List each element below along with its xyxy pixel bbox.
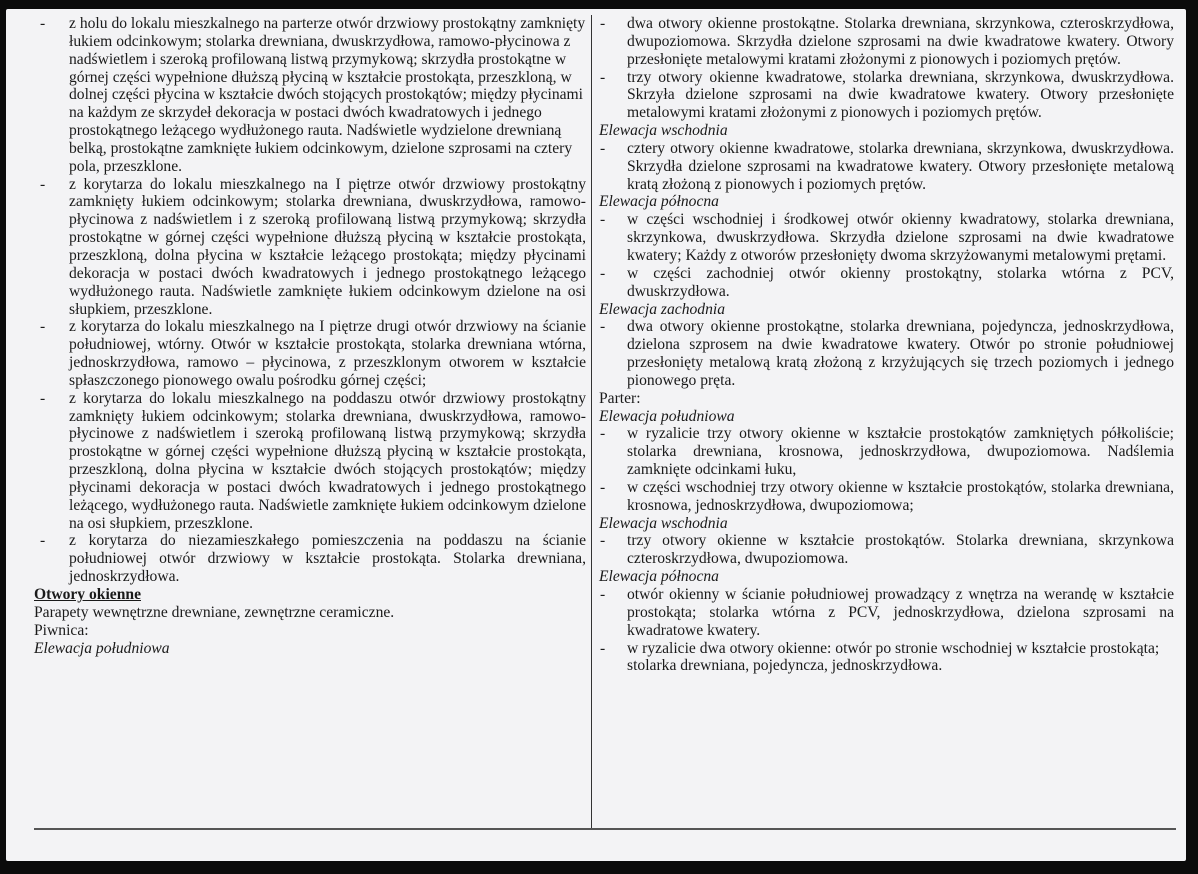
ground-south-heading: Elewacja południowa <box>599 407 735 425</box>
ground-floor-label: Parter: <box>599 389 641 407</box>
bullet-dash: - <box>600 532 606 550</box>
item-text: z korytarza do niezamieszkałego pomieszczenia na poddaszu na ścianie południowej otwór drzwiowy w kształcie prostokąta. Stolarka drewniana, jednoskrzydłowa. <box>69 532 586 586</box>
column-divider <box>591 15 592 828</box>
bullet-dash: - <box>600 139 606 157</box>
south-elevation-heading: Elewacja południowa <box>34 639 170 657</box>
list-item <box>596 69 1174 123</box>
scanned-page <box>6 9 1186 861</box>
list-item <box>596 532 1174 568</box>
bullet-dash: - <box>600 264 606 282</box>
bullet-dash: - <box>600 639 606 657</box>
item-text: trzy otwory okienne w kształcie prostokątów. Stolarka drewniana, skrzynkowa czteroskrzydłowa, dwupoziomowa. <box>627 532 1174 568</box>
item-text: cztery otwory okienne kwadratowe, stolarka drewniana, skrzynkowa, dwuskrzydłowa. Skrzydła dzielone szprosami na kwadratowe kwatery. Otwory przesłonięte metalową kratą złożoną z pionowych i poziomych prętów. <box>627 139 1174 193</box>
left-column <box>34 15 586 657</box>
list-item <box>596 318 1174 389</box>
bullet-dash: - <box>600 425 606 443</box>
bullet-dash: - <box>40 389 46 407</box>
bullet-dash: - <box>600 211 606 229</box>
bullet-dash: - <box>600 478 606 496</box>
list-item <box>596 640 1174 676</box>
list-item <box>596 479 1174 515</box>
item-text: w ryzalicie dwa otwory okienne: otwór po stronie wschodniej w kształcie prostokąta; stolarka drewniana, pojedyncza, jednoskrzydłowa. <box>627 639 1160 675</box>
east-elevation-heading: Elewacja wschodnia <box>599 122 728 140</box>
list-item <box>596 586 1174 640</box>
list-item <box>596 265 1174 301</box>
list-item <box>596 211 1174 265</box>
bullet-dash: - <box>600 318 606 336</box>
sills-text: Parapety wewnętrzne drewniane, zewnętrzne ceramiczne. <box>34 603 395 621</box>
bullet-dash: - <box>40 175 46 193</box>
bullet-dash: - <box>600 15 606 32</box>
ground-north-heading: Elewacja północna <box>599 568 719 586</box>
item-text: w części wschodniej trzy otwory okienne w kształcie prostokątów, stolarka drewniana, krosnowa, jednoskrzydłowa, dwupoziomowa; <box>627 478 1174 514</box>
list-item <box>596 15 1174 69</box>
item-text: z korytarza do lokalu mieszkalnego na poddaszu otwór drzwiowy prostokątny zamknięty łukiem odcinkowym; stolarka drewniana, dwuskrzydłowa, ramowo-płycinowe z nadświetlem i szeroką profilowaną listwą przymykową; skrzydła prostokątne w górnej części wypełnione dłuższą płyciną w kształcie prostokąta, przeszkloną, dolna płycina w kształcie dwóch stojących prostokątów; między płycinami dekoracja w postaci dwóch kwadratowych i jednego prostokątnego leżącego, wydłużonego rauta. Nadświetle zamknięte łukiem odcinkowym dzielone na osi słupkiem, przeszklone. <box>69 389 586 532</box>
item-text: trzy otwory okienne kwadratowe, stolarka drewniana, skrzynkowa, dwuskrzydłowa. Skrzyła dzielone szprosami na dwie kwadratowe kwatery. Otwory przesłonięte metalowymi kratami złożonymi z pionowych i poziomych prętów. <box>627 68 1174 122</box>
item-text: dwa otwory okienne prostokątne, stolarka drewniana, pojedyncza, jednoskrzydłowa, dzielona szprosem na dwie kwadratowe kwatery. Otwór po stronie południowej przesłonięty metalową kratą złożoną z krzyżujących się trzech poziomych i jednego pionowego pręta. <box>627 318 1174 389</box>
list-item <box>34 15 586 176</box>
list-item <box>596 140 1174 194</box>
item-text: z korytarza do lokalu mieszkalnego na I piętrze drugi otwór drzwiowy na ścianie południowej, wtórny. Otwór w kształcie prostokąta, stolarka drewniana wtórna, jednoskrzydłowa, ramowo – płycinowa, z przeszklonym otworem w kształcie spłaszczonego pionowego owalu pośrodku górnej części; <box>69 318 586 389</box>
item-text: w ryzalicie trzy otwory okienne w kształcie prostokątów zamkniętych półkoliście; stolarka drewniana, krosnowa, jednoskrzydłowa, dwupoziomowa. Nadślemia zamknięte odcinkami łuku, <box>627 425 1174 479</box>
bullet-dash: - <box>600 586 606 603</box>
bullet-dash: - <box>40 532 46 550</box>
right-column <box>596 15 1174 675</box>
item-text: otwór okienny w ścianie południowej prowadzący z wnętrza na werandę w kształcie prostokąta; stolarka wtórna z PCV, jednoskrzydłowa, dzielona szprosami na kwadratowe kwatery. <box>627 586 1174 639</box>
item-text: w części zachodniej otwór okienny prostokątny, stolarka wtórna z PCV, dwuskrzydłowa. <box>627 264 1174 300</box>
bullet-dash: - <box>600 68 606 86</box>
list-item <box>34 318 586 389</box>
bullet-dash: - <box>40 15 46 32</box>
item-text: dwa otwory okienne prostokątne. Stolarka drewniana, skrzynkowa, czteroskrzydłowa, dwupoziomowa. Skrzydła dzielone szprosami na dwie kwadratowe kwatery. Otwory przesłonięte metalowymi kratami złożonymi z pionowych i poziomych prętów. <box>627 15 1174 68</box>
list-item <box>34 390 586 533</box>
list-item <box>34 532 586 586</box>
item-text: z korytarza do lokalu mieszkalnego na I piętrze otwór drzwiowy prostokątny zamknięty łukiem odcinkowym; stolarka drewniana, dwuskrzydłowa, ramowo-płycinowa z nadświetlem i z szeroką profilowaną listwą przymykową; skrzydła prostokątne w górnej części wypełnione dłuższą płyciną w kształcie prostokąta, przeszkloną, dolna płycina w kształcie leżącego prostokąta; między płycinami dekoracja w postaci dwóch kwadratowych i jednego prostokątnego leżącego wydłużonego rauta. Nadświetle zamknięte łukiem odcinkowym dzielone na osi słupkiem, przeszklone. <box>69 175 586 318</box>
ground-east-heading: Elewacja wschodnia <box>599 514 728 532</box>
list-item <box>34 176 586 319</box>
document-table <box>34 15 1176 830</box>
item-text: z holu do lokalu mieszkalnego na parterze otwór drzwiowy prostokątny zamknięty łukiem odcinkowym; stolarka drewniana, dwuskrzydłowa, ramowo-płycinowa z nadświetlem i szeroką profilowaną listwą przymykową; skrzydła prostokątne w górnej części wypełnione dłuższą płyciną w kształcie prostokąta, przeszkloną, w dolnej części płycina w kształcie dwóch stojących prostokątów; między płycinami na każdym ze skrzydeł dekoracja w postaci dwóch kwadratowych i jednego prostokątnego leżącego wydłużonego rauta. Nadświetle wydzielone drewnianą belką, prostokątne zamknięte łukiem odcinkowym, dzielone szprosami na cztery pola, przeszklone. <box>69 15 586 175</box>
west-elevation-heading: Elewacja zachodnia <box>599 300 726 318</box>
section-heading-windows: Otwory okienne <box>34 586 141 603</box>
list-item <box>596 425 1174 479</box>
north-elevation-heading: Elewacja północna <box>599 193 719 211</box>
bullet-dash: - <box>40 318 46 336</box>
basement-label: Piwnica: <box>34 621 89 639</box>
item-text: w części wschodniej i środkowej otwór okienny kwadratowy, stolarka drewniana, skrzynkowa, dwuskrzydłowa. Skrzydła dzielone szprosami na dwie kwadratowe kwatery; Każdy z otworów przesłonięty dwoma skrzyżowanymi metalowymi prętami. <box>627 211 1174 264</box>
